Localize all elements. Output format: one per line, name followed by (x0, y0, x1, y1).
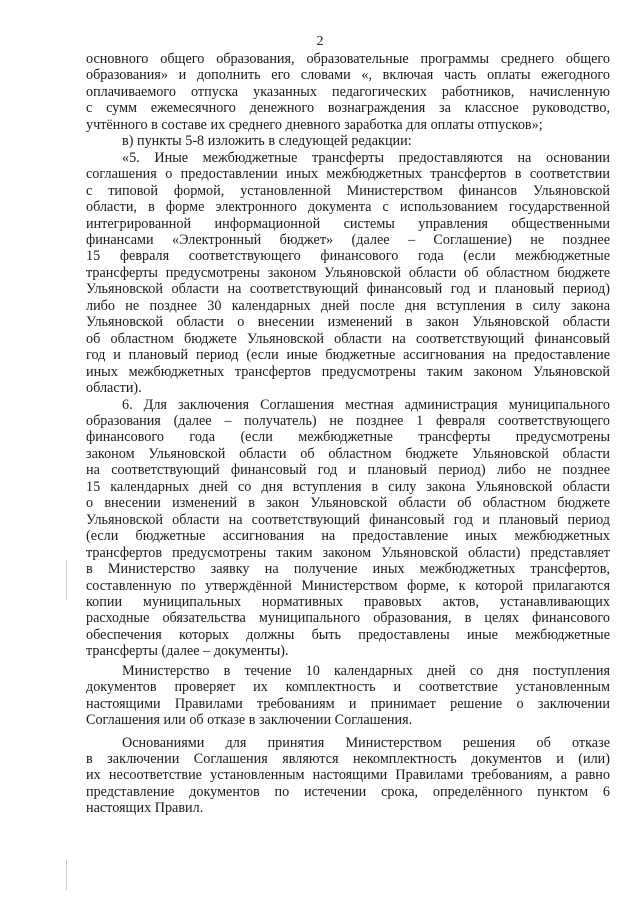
text-line: представление документов по истечении срока, определённого пунктом 6 (86, 783, 610, 800)
paragraph-refusal-grounds (86, 735, 610, 817)
text-line: с сумм ежемесячного денежного вознаграждения за классное руководство, (86, 100, 610, 117)
text-line: финансами «Электронный бюджет» (далее – Соглашение) не позднее (86, 231, 610, 248)
text-line: Основаниями для принятия Министерством решения об отказе (122, 734, 610, 751)
text-line: настоящими Правилами требованиям и принимает решение о заключении (86, 695, 610, 712)
text-line: финансового года (если межбюджетные трансферты предусмотрены (86, 429, 610, 446)
text-line: Ульяновской области на соответствующий финансовый год и плановый период) (86, 281, 610, 298)
text-line: «5. Иные межбюджетные трансферты предоставляются на основании (122, 149, 610, 166)
text-line: оплачиваемого отпуска указанных педагогических работников, начисленную (86, 83, 610, 100)
text-line: обеспечения которых должны быть предоставлены иные межбюджетные (86, 626, 610, 643)
text-line: составленную по утверждённой Министерством форме, к которой прилагаются (86, 577, 610, 594)
text-line: год и плановый период (если иные бюджетные ассигнования на предоставление (86, 347, 610, 364)
text-line: соглашения о предоставлении иных межбюджетных трансфертов в соответствии (86, 166, 610, 183)
text-line: интегрированной информационной системы управления общественными (86, 215, 610, 232)
text-line: (если бюджетные ассигнования на предоставление иных межбюджетных (86, 528, 610, 545)
text-line: о внесении изменений в закон Ульяновской области об областном бюджете (86, 495, 610, 512)
text-line: трансфертов предусмотрены таким законом Ульяновской области) представляет (86, 544, 610, 561)
page-number: 2 (316, 34, 324, 49)
text-line: образования (далее – получатель) не позднее 1 февраля соответствующего (86, 412, 610, 429)
text-line: основного общего образования, образовательные программы среднего общего (86, 51, 610, 67)
text-line: трансферты предусмотрены законом Ульяновской области об областном бюджете (86, 264, 610, 281)
text-line: в) пункты 5-8 изложить в следующей редакции: (122, 133, 412, 150)
text-line: образования» и дополнить его словами «, включая часть оплаты ежегодного (86, 67, 610, 84)
paragraph-ministry-review (86, 663, 610, 729)
paragraph-item-v (86, 133, 610, 149)
text-line: либо не позднее 30 календарных дней после дня вступления в силу закона (86, 297, 610, 314)
text-line: на соответствующий финансовый год и плановый период) либо не позднее (86, 462, 610, 479)
text-line: Соглашения или об отказе в заключении Соглашения. (86, 712, 413, 729)
text-line: трансферты (далее – документы). (86, 643, 289, 660)
text-line: Ульяновской области на соответствующий финансовый год и плановый период (86, 511, 610, 528)
text-line: области, в форме электронного документа с использованием государственной (86, 199, 610, 216)
text-line: законом Ульяновской области об областном бюджете Ульяновской области (86, 445, 610, 462)
paragraph-point-5 (86, 150, 610, 397)
scan-margin-mark (66, 560, 67, 600)
text-line: расходные обязательства муниципального образования, в целях финансового (86, 610, 610, 627)
text-line: учтённого в составе их среднего дневного заработка для оплаты отпусков»; (86, 116, 543, 133)
text-line: в заключении Соглашения являются некомплектность документов и (или) (86, 751, 610, 768)
text-line: Министерство в течение 10 календарных дней со дня поступления (122, 662, 610, 679)
text-line: 15 февраля соответствующего финансового года (если межбюджетные (86, 248, 610, 265)
text-line: документов проверяет их комплектность и соответствие установленным (86, 679, 610, 696)
text-line: Ульяновской области о внесении изменений в закон Ульяновской области (86, 314, 610, 331)
text-line: их несоответствие установленным настоящими Правилами требованиям, а равно (86, 767, 610, 784)
paragraph-point-6 (86, 397, 610, 660)
scan-margin-mark (66, 860, 67, 890)
document-body (86, 51, 610, 817)
text-line: с типовой формой, установленной Министерством финансов Ульяновской (86, 182, 610, 199)
paragraph-continuation (86, 51, 610, 133)
text-line: области). (86, 380, 142, 397)
text-line: 15 календарных дней со дня вступления в силу закона Ульяновской области (86, 478, 610, 495)
text-line: в Министерство заявку на получение иных межбюджетных трансфертов, (86, 561, 610, 578)
text-line: настоящих Правил. (86, 800, 204, 817)
text-line: об областном бюджете Ульяновской области на соответствующий финансовый (86, 330, 610, 347)
text-line: 6. Для заключения Соглашения местная администрация муниципального (122, 396, 610, 413)
text-line: копии муниципальных нормативных правовых актов, устанавливающих (86, 593, 610, 610)
text-line: иных межбюджетных трансфертов предусмотрены таким законом Ульяновской (86, 363, 610, 380)
